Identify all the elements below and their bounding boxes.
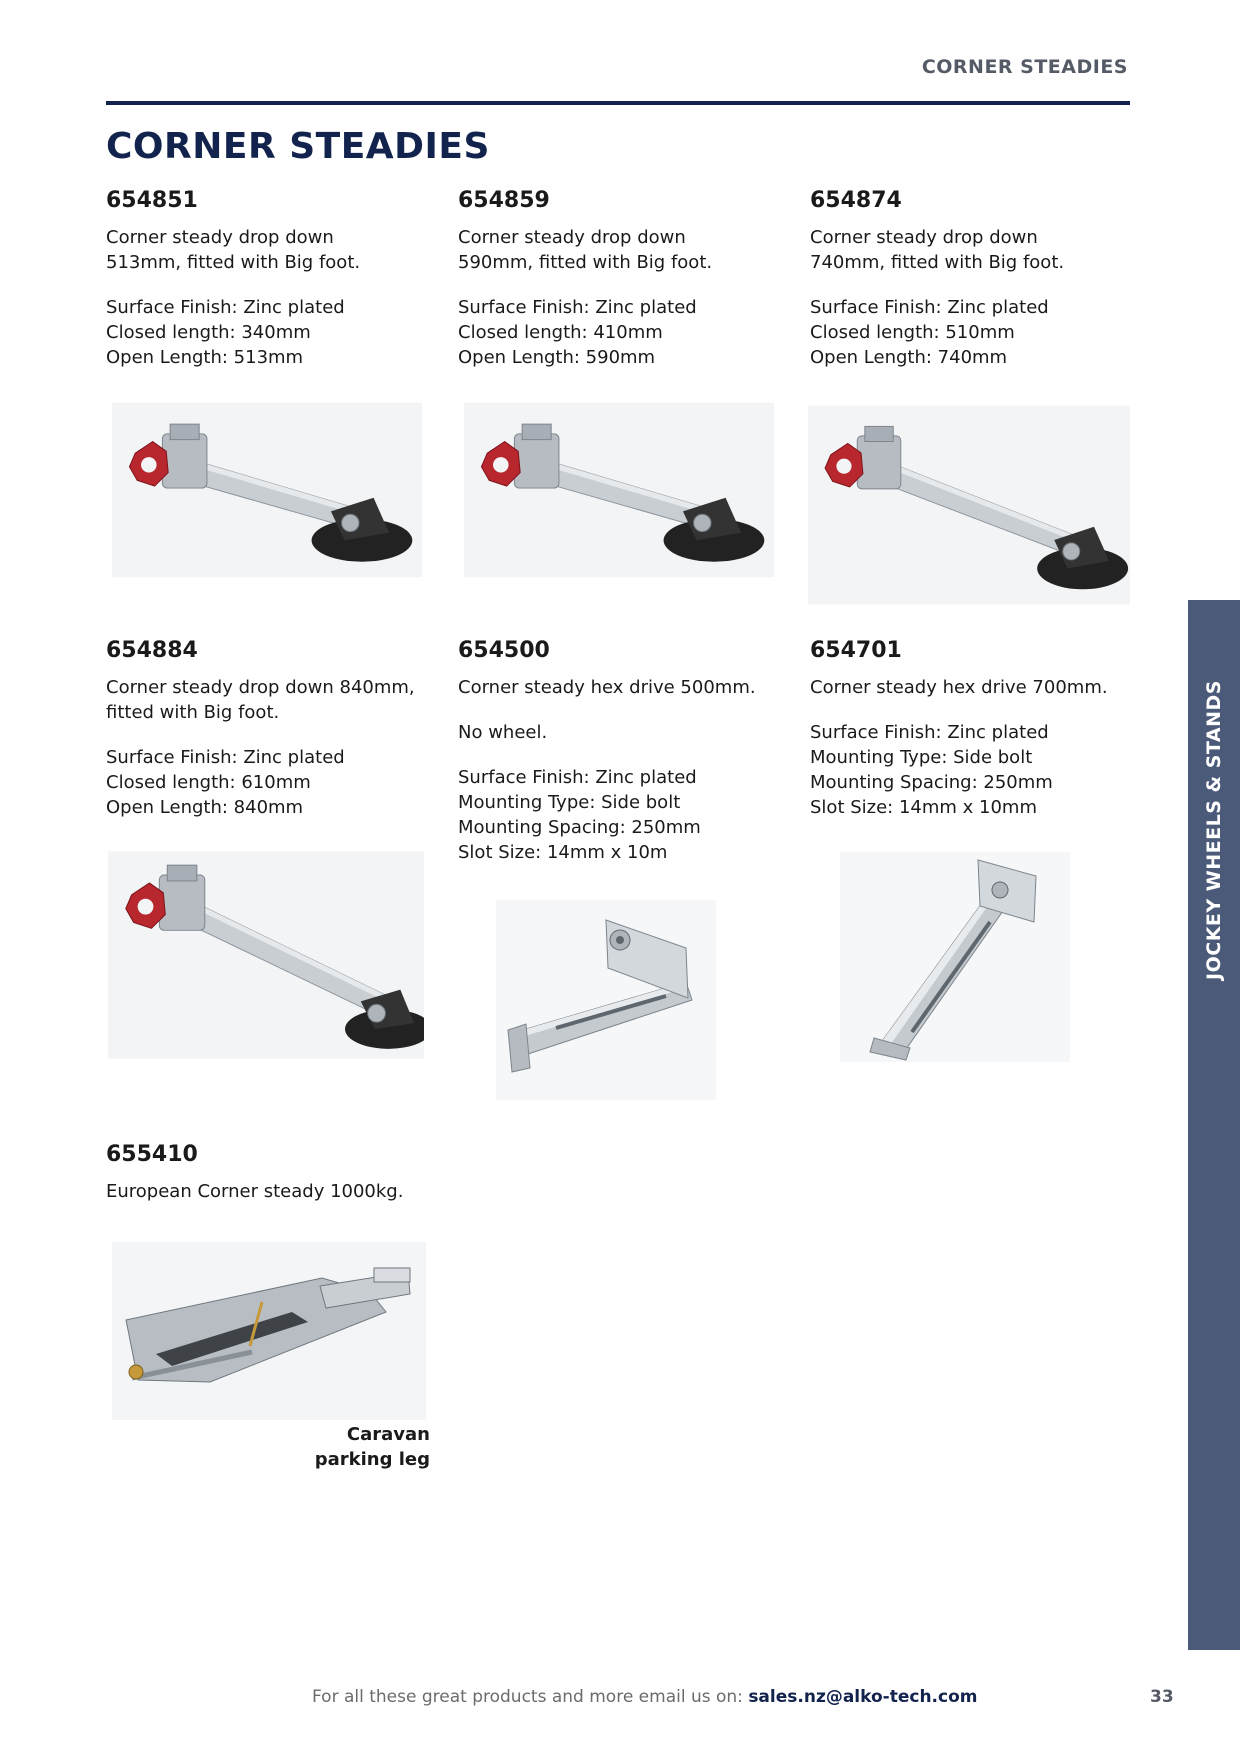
spec-line: Open Length: 740mm (810, 347, 1008, 368)
spec-line: Open Length: 590mm (458, 347, 656, 368)
footer-prompt: For all these great products and more email us on: (312, 1687, 749, 1707)
product-specs (106, 295, 436, 370)
header-rule (106, 101, 1130, 105)
description-line: fitted with Big foot. (106, 702, 280, 723)
spec-line: Surface Finish: Zinc plated (458, 297, 697, 318)
footer-email-link[interactable]: sales.nz@alko-tech.com (748, 1687, 978, 1707)
spec-line: Surface Finish: Zinc plated (458, 767, 697, 788)
caption-line: parking leg (314, 1449, 430, 1470)
spec-line: Mounting Spacing: 250mm (810, 772, 1053, 793)
product-code: 654500 (458, 638, 550, 663)
product-specs (106, 745, 436, 820)
description-line: Corner steady drop down (106, 227, 334, 248)
spec-line: Surface Finish: Zinc plated (106, 297, 345, 318)
description-line: Corner steady hex drive 700mm. (810, 677, 1108, 698)
product-specs (810, 720, 1140, 820)
product-specs (458, 765, 788, 865)
product-655410 (106, 1142, 436, 1224)
product-code: 654701 (810, 638, 902, 663)
description-line: 513mm, fitted with Big foot. (106, 252, 361, 273)
description-line: Corner steady hex drive 500mm. (458, 677, 756, 698)
product-description (810, 225, 1140, 275)
product-654701 (810, 638, 1140, 840)
product-specs (458, 295, 788, 370)
description-line: Corner steady drop down 840mm, (106, 677, 415, 698)
product-description (458, 225, 788, 275)
spec-line: Closed length: 610mm (106, 772, 311, 793)
product-specs (810, 295, 1140, 370)
spec-line: Surface Finish: Zinc plated (106, 747, 345, 768)
european-corner-steady-655410-image (112, 1242, 426, 1420)
corner-steady-654701-image (840, 852, 1070, 1062)
page-title: CORNER STEADIES (106, 126, 490, 167)
product-code: 654884 (106, 638, 198, 663)
product-description (106, 675, 436, 725)
product-description (106, 1179, 436, 1204)
product-description (106, 225, 436, 275)
product-654884 (106, 638, 436, 840)
product-description (458, 675, 788, 700)
description-line: 740mm, fitted with Big foot. (810, 252, 1065, 273)
product-654859 (458, 188, 788, 390)
spec-line: Surface Finish: Zinc plated (810, 297, 1049, 318)
product-code: 654859 (458, 188, 550, 213)
product-description (810, 675, 1140, 700)
corner-steady-654500-image (496, 900, 716, 1100)
caption-line: Caravan (346, 1424, 430, 1445)
side-tab-label: JOCKEY WHEELS & STANDS (1203, 680, 1225, 980)
spec-line: Closed length: 410mm (458, 322, 663, 343)
spec-line: Open Length: 513mm (106, 347, 304, 368)
spec-line: Closed length: 510mm (810, 322, 1015, 343)
corner-steady-654851-image (112, 400, 422, 580)
product-code: 654851 (106, 188, 198, 213)
spec-line: Slot Size: 14mm x 10mm (810, 797, 1037, 818)
spec-line: Surface Finish: Zinc plated (810, 722, 1049, 743)
page-number: 33 (1150, 1687, 1174, 1707)
product-code: 654874 (810, 188, 902, 213)
product-654851 (106, 188, 436, 390)
product-654874 (810, 188, 1140, 390)
spec-line: Mounting Spacing: 250mm (458, 817, 701, 838)
product-code: 655410 (106, 1142, 198, 1167)
corner-steady-654884-image (108, 850, 424, 1060)
description-line: European Corner steady 1000kg. (106, 1181, 404, 1202)
spec-line: Closed length: 340mm (106, 322, 311, 343)
section-side-tab (1188, 600, 1240, 1650)
spec-line: Mounting Type: Side bolt (458, 792, 681, 813)
description-line: Corner steady drop down (810, 227, 1038, 248)
product-note: No wheel. (458, 722, 548, 743)
description-line: Corner steady drop down (458, 227, 686, 248)
spec-line: Open Length: 840mm (106, 797, 304, 818)
description-line: 590mm, fitted with Big foot. (458, 252, 713, 273)
product-654500 (458, 638, 788, 885)
running-header: CORNER STEADIES (921, 56, 1128, 78)
corner-steady-654874-image (808, 400, 1130, 610)
footer-text (312, 1687, 977, 1707)
corner-steady-654859-image (464, 400, 774, 580)
image-caption (300, 1422, 430, 1472)
spec-line: Slot Size: 14mm x 10m (458, 842, 668, 863)
spec-line: Mounting Type: Side bolt (810, 747, 1033, 768)
